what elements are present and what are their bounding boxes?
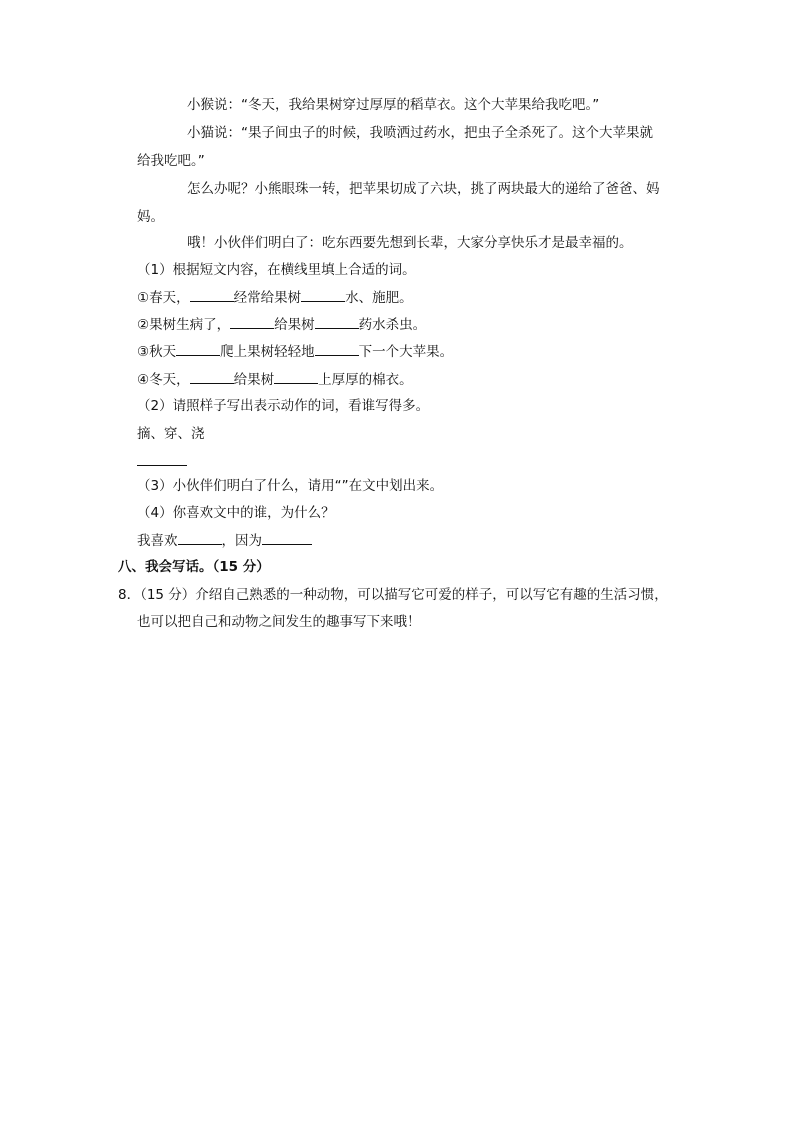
question-1-item bbox=[137, 287, 413, 308]
answer-blank[interactable] bbox=[262, 530, 312, 545]
question-1-prompt: （1）根据短文内容，在横线里填上合适的词。 bbox=[137, 262, 416, 278]
item-text: ①春天， bbox=[137, 290, 190, 306]
answer-blank[interactable] bbox=[315, 314, 359, 329]
story-paragraph-1 bbox=[187, 95, 599, 115]
item-text: 上厚厚的棉衣。 bbox=[318, 372, 413, 388]
item-text: 爬上果树轻轻地 bbox=[220, 344, 315, 360]
answer-blank[interactable] bbox=[315, 341, 359, 356]
question-4-answer bbox=[137, 530, 312, 551]
section-8-question: 8．（15 分）介绍自己熟悉的一种动物，可以描写它可爱的样子，可以写它有趣的生活习惯， bbox=[118, 587, 668, 603]
question-4-prompt: （4）你喜欢文中的谁，为什么？ bbox=[137, 505, 335, 521]
question-1-item bbox=[137, 341, 453, 362]
story-text: 小猴说：“冬天，我给果树穿过厚厚的稻草衣。这个大苹果给我吃吧。” bbox=[187, 97, 600, 113]
answer-blank[interactable] bbox=[274, 369, 318, 384]
item-text: 药水杀虫。 bbox=[358, 317, 427, 333]
section-8-question-cont: 也可以把自己和动物之间发生的趣事写下来哦！ bbox=[137, 614, 421, 630]
answer-blank[interactable] bbox=[176, 341, 220, 356]
story-text: 妈。 bbox=[137, 209, 164, 225]
section-8-heading: 八、我会写话。（15 分） bbox=[118, 559, 270, 575]
answer-blank[interactable] bbox=[301, 287, 345, 302]
answer-text: 我喜欢 bbox=[137, 533, 178, 549]
question-2-prompt: （2）请照样子写出表示动作的词，看谁写得多。 bbox=[137, 398, 430, 414]
question-1-item bbox=[137, 314, 426, 335]
answer-blank[interactable] bbox=[190, 369, 234, 384]
story-paragraph-4: 哦！小伙伴们明白了：吃东西要先想到长辈，大家分享快乐才是最幸福的。 bbox=[187, 235, 633, 251]
answer-blank[interactable] bbox=[178, 530, 222, 545]
item-text: 给果树 bbox=[233, 372, 275, 388]
story-text: 小猫说：“果子间虫子的时候，我喷洒过药水，把虫子全杀死了。这个大苹果就 bbox=[187, 125, 653, 141]
item-text: ③秋天 bbox=[137, 344, 177, 360]
question-2-answer-line bbox=[137, 451, 187, 472]
story-text: 怎么办呢？小熊眼珠一转，把苹果切成了六块，挑了两块最大的递给了爸爸、妈 bbox=[187, 181, 660, 197]
story-text: 给我吃吧。” bbox=[137, 153, 205, 169]
item-text: 经常给果树 bbox=[233, 290, 302, 306]
answer-blank[interactable] bbox=[137, 451, 187, 466]
item-text: ②果树生病了， bbox=[137, 317, 231, 333]
item-text: 水、施肥。 bbox=[345, 290, 413, 306]
answer-blank[interactable] bbox=[230, 314, 274, 329]
answer-blank[interactable] bbox=[190, 287, 234, 302]
item-text: ④冬天， bbox=[137, 372, 190, 388]
question-1-item bbox=[137, 369, 413, 390]
question-2-example: 摘、穿、浇 bbox=[137, 426, 205, 442]
answer-text: ，因为 bbox=[221, 533, 262, 549]
question-3-prompt: （3）小伙伴们明白了什么，请用“”在文中划出来。 bbox=[137, 478, 444, 494]
item-text: 下一个大苹果。 bbox=[358, 344, 454, 360]
item-text: 给果树 bbox=[274, 317, 315, 333]
